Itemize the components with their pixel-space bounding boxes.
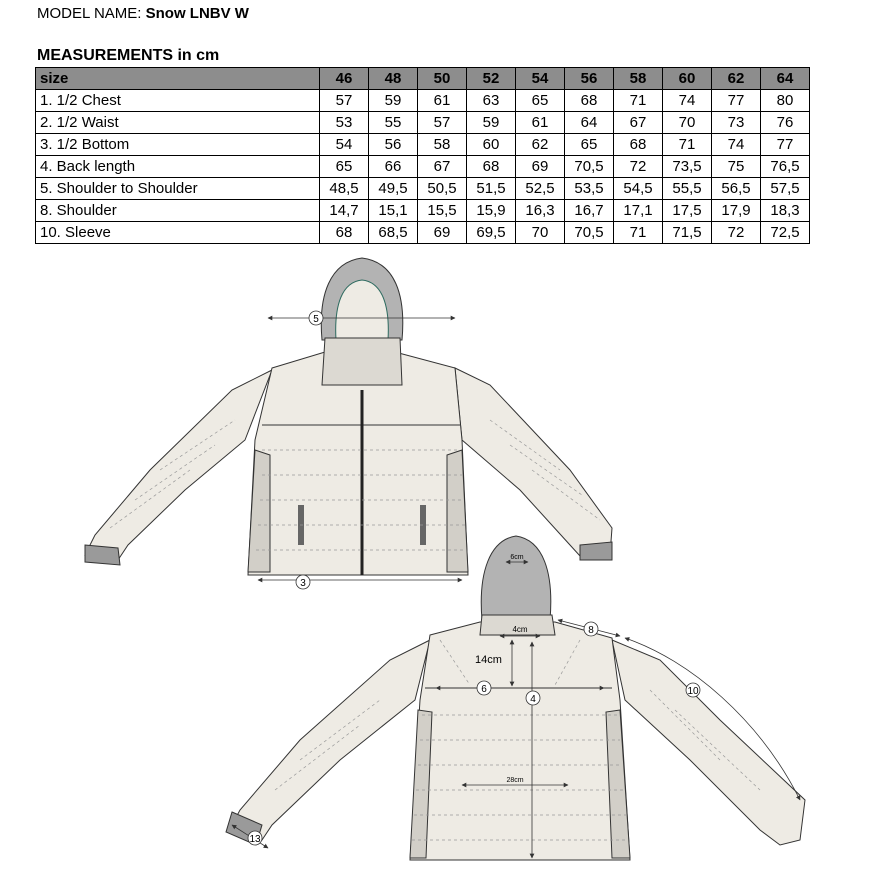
table-cell: 61 (516, 112, 565, 134)
table-cell: 54 (320, 134, 369, 156)
table-cell: 55 (369, 112, 418, 134)
header-size-46: 46 (320, 68, 369, 90)
table-cell: 57 (320, 90, 369, 112)
table-cell: 15,1 (369, 200, 418, 222)
table-cell: 76 (761, 112, 810, 134)
table-cell: 56,5 (712, 178, 761, 200)
table-cell: 55,5 (663, 178, 712, 200)
table-cell: 75 (712, 156, 761, 178)
row-label: 8. Shoulder (36, 200, 320, 222)
row-label: 1. 1/2 Chest (36, 90, 320, 112)
table-cell: 71,5 (663, 222, 712, 244)
table-cell: 62 (516, 134, 565, 156)
table-cell: 68 (320, 222, 369, 244)
marker-6: 6 (481, 684, 487, 695)
table-cell: 65 (320, 156, 369, 178)
table-cell: 71 (663, 134, 712, 156)
table-cell: 63 (467, 90, 516, 112)
table-cell: 68 (565, 90, 614, 112)
table-cell: 15,9 (467, 200, 516, 222)
header-size-48: 48 (369, 68, 418, 90)
table-cell: 67 (418, 156, 467, 178)
table-cell: 17,5 (663, 200, 712, 222)
marker-5: 5 (313, 314, 319, 325)
header-size-62: 62 (712, 68, 761, 90)
table-cell: 69 (516, 156, 565, 178)
table-cell: 71 (614, 222, 663, 244)
table-cell: 73 (712, 112, 761, 134)
table-cell: 69 (418, 222, 467, 244)
table-cell: 64 (565, 112, 614, 134)
table-cell: 72,5 (761, 222, 810, 244)
table-cell: 57,5 (761, 178, 810, 200)
header-size-56: 56 (565, 68, 614, 90)
table-cell: 66 (369, 156, 418, 178)
header-size-50: 50 (418, 68, 467, 90)
table-cell: 16,7 (565, 200, 614, 222)
table-cell: 14,7 (320, 200, 369, 222)
table-cell: 49,5 (369, 178, 418, 200)
table-cell: 77 (761, 134, 810, 156)
table-cell: 58 (418, 134, 467, 156)
table-cell: 68,5 (369, 222, 418, 244)
table-cell: 70 (663, 112, 712, 134)
table-cell: 57 (418, 112, 467, 134)
table-cell: 56 (369, 134, 418, 156)
table-cell: 59 (467, 112, 516, 134)
back-jacket (226, 536, 805, 860)
table-cell: 69,5 (467, 222, 516, 244)
table-cell: 17,9 (712, 200, 761, 222)
header-size-60: 60 (663, 68, 712, 90)
table-cell: 70,5 (565, 156, 614, 178)
table-cell: 65 (516, 90, 565, 112)
table-cell: 17,1 (614, 200, 663, 222)
table-cell: 70 (516, 222, 565, 244)
table-cell: 51,5 (467, 178, 516, 200)
row-label: 4. Back length (36, 156, 320, 178)
table-cell: 61 (418, 90, 467, 112)
table-cell: 18,3 (761, 200, 810, 222)
header-size-64: 64 (761, 68, 810, 90)
table-cell: 77 (712, 90, 761, 112)
table-cell: 74 (663, 90, 712, 112)
table-cell: 16,3 (516, 200, 565, 222)
marker-13: 13 (249, 834, 261, 845)
collar-width-label: 4cm (512, 625, 528, 634)
table-cell: 50,5 (418, 178, 467, 200)
table-cell: 71 (614, 90, 663, 112)
table-cell: 68 (614, 134, 663, 156)
row-label: 10. Sleeve (36, 222, 320, 244)
model-name: Snow LNBV W (145, 5, 249, 22)
marker-10: 10 (687, 686, 699, 697)
header-size-label: size (36, 68, 320, 90)
marker-8: 8 (588, 625, 594, 636)
marker-4: 4 (530, 694, 536, 705)
table-cell: 60 (467, 134, 516, 156)
table-cell: 59 (369, 90, 418, 112)
hood-width-label: 6cm (510, 554, 524, 561)
collar-height-label: 14cm (475, 654, 502, 666)
table-cell: 72 (614, 156, 663, 178)
table-cell: 53 (320, 112, 369, 134)
row-label: 2. 1/2 Waist (36, 112, 320, 134)
table-cell: 67 (614, 112, 663, 134)
table-cell: 70,5 (565, 222, 614, 244)
marker-3: 3 (300, 578, 306, 589)
table-cell: 52,5 (516, 178, 565, 200)
table-cell: 53,5 (565, 178, 614, 200)
table-cell: 54,5 (614, 178, 663, 200)
table-cell: 76,5 (761, 156, 810, 178)
table-cell: 15,5 (418, 200, 467, 222)
row-label: 5. Shoulder to Shoulder (36, 178, 320, 200)
front-jacket (85, 258, 612, 575)
front-measure-3 (258, 575, 462, 589)
table-cell: 73,5 (663, 156, 712, 178)
row-label: 3. 1/2 Bottom (36, 134, 320, 156)
header-size-54: 54 (516, 68, 565, 90)
table-cell: 65 (565, 134, 614, 156)
table-cell: 74 (712, 134, 761, 156)
model-label: MODEL NAME: (37, 5, 142, 22)
header-size-58: 58 (614, 68, 663, 90)
table-cell: 48,5 (320, 178, 369, 200)
table-cell: 72 (712, 222, 761, 244)
header-size-52: 52 (467, 68, 516, 90)
hem-width-label: 28cm (506, 777, 524, 784)
table-cell: 80 (761, 90, 810, 112)
measurements-title: MEASUREMENTS in cm (37, 47, 220, 64)
table-cell: 68 (467, 156, 516, 178)
